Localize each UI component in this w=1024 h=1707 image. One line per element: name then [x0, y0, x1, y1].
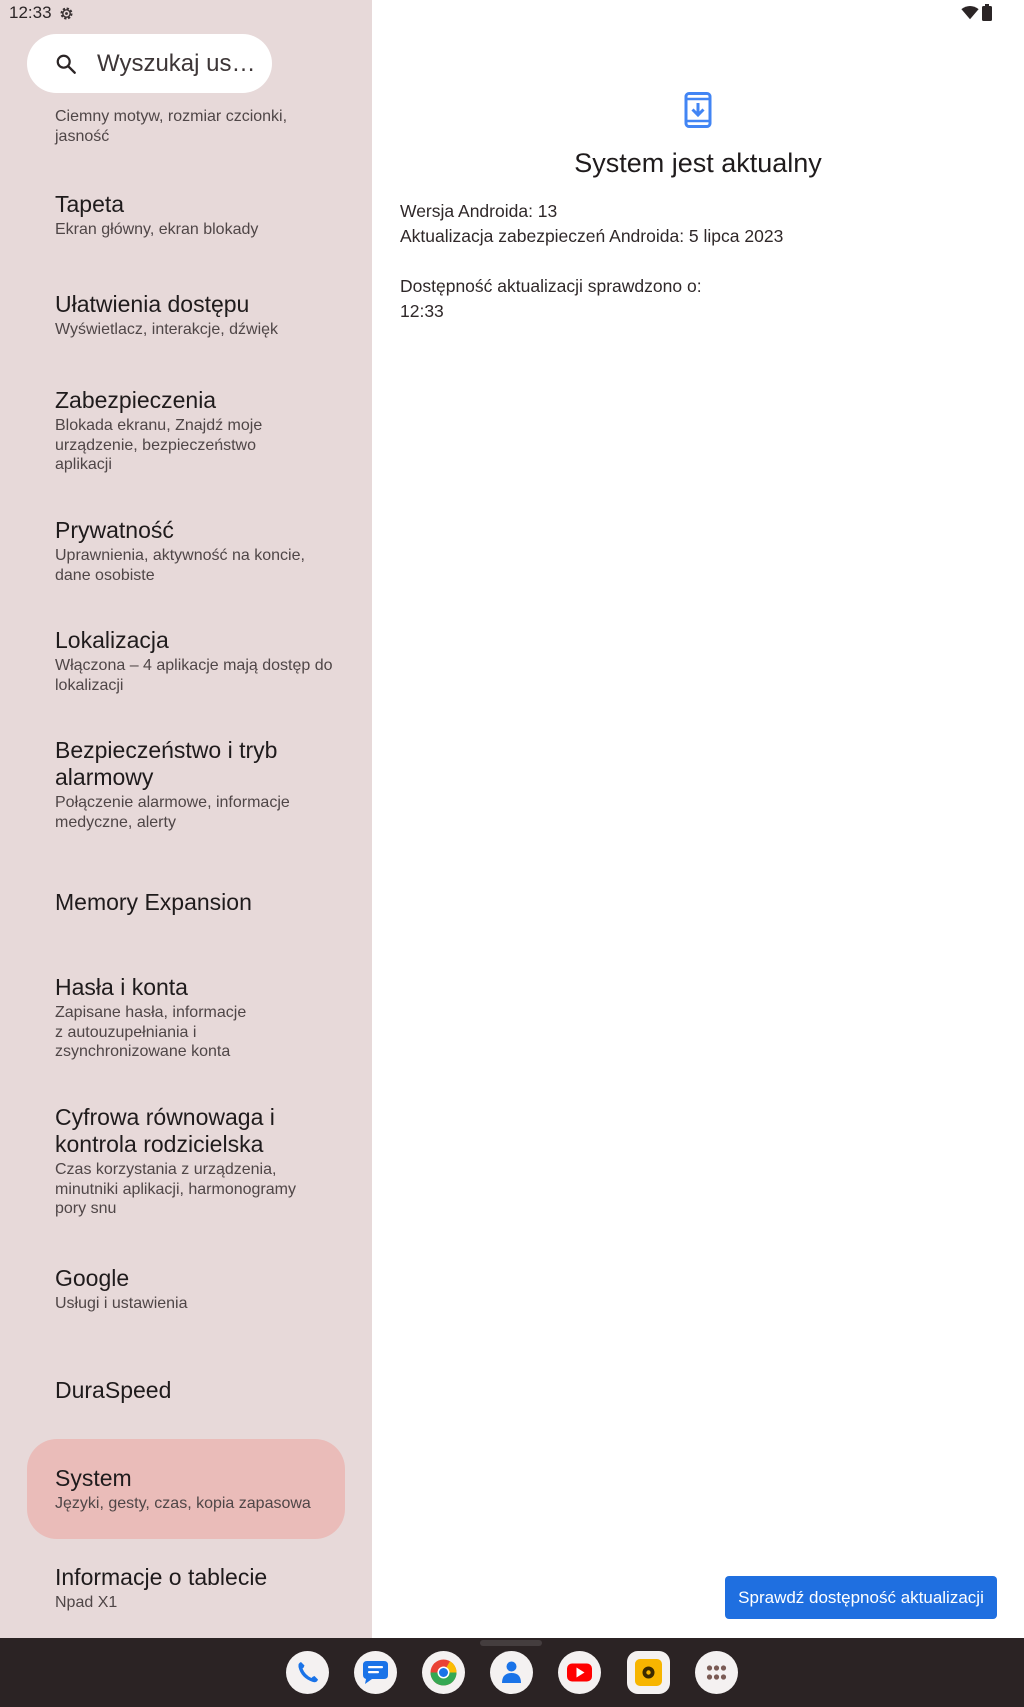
settings-item-title: Lokalizacja: [55, 627, 169, 653]
settings-item-location[interactable]: [55, 627, 355, 695]
settings-item-google[interactable]: [55, 1265, 355, 1314]
battery-icon: [982, 4, 992, 21]
settings-item-title: Memory Expansion: [55, 889, 252, 915]
settings-item-title: System: [55, 1465, 132, 1491]
settings-item-privacy[interactable]: [55, 517, 355, 585]
settings-item-about-tablet[interactable]: [55, 1564, 355, 1613]
app-drawer-icon[interactable]: [695, 1651, 738, 1694]
chrome-icon[interactable]: [422, 1651, 465, 1694]
settings-item-title: Informacje o tablecie: [55, 1564, 268, 1590]
settings-item-display[interactable]: [55, 107, 355, 146]
settings-item-title: DuraSpeed: [55, 1377, 172, 1403]
settings-item-subtitle: Ciemny motyw, rozmiar czcionki, jasność: [55, 108, 288, 145]
settings-item-title: Tapeta: [55, 191, 125, 217]
system-update-icon: [683, 92, 713, 128]
android-version-text: Wersja Androida: 13: [400, 201, 558, 221]
settings-item-digital-wellbeing[interactable]: [55, 1104, 355, 1219]
settings-item-subtitle: Włączona – 4 aplikacje mają dostęp do lokalizacji: [55, 657, 333, 694]
settings-item-subtitle: Czas korzystania z urządzenia, minutniki aplikacji, harmonogramy pory snu: [55, 1161, 296, 1217]
settings-item-subtitle: Blokada ekranu, Znajdź moje urządzenie, bezpieczeństwo aplikacji: [55, 417, 263, 473]
settings-item-subtitle: Połączenie alarmowe, informacje medyczne, alerty: [55, 794, 290, 831]
security-update-text: Aktualizacja zabezpieczeń Androida: 5 lipca 2023: [400, 226, 784, 246]
settings-item-system[interactable]: [55, 1465, 355, 1514]
contacts-icon[interactable]: [490, 1651, 533, 1694]
settings-list-panel[interactable]: [0, 0, 372, 1638]
settings-item-subtitle: Wyświetlacz, interakcje, dźwięk: [55, 321, 279, 338]
settings-item-title: Zabezpieczenia: [55, 387, 217, 413]
last-checked-label: Dostępność aktualizacji sprawdzono o:: [400, 276, 702, 296]
settings-item-subtitle: Ekran główny, ekran blokady: [55, 221, 259, 238]
settings-item-safety-emergency[interactable]: [55, 737, 355, 832]
settings-item-duraspeed[interactable]: [55, 1377, 355, 1404]
settings-item-title: Cyfrowa równowaga i kontrola rodzicielska: [55, 1104, 275, 1157]
youtube-icon[interactable]: [558, 1651, 601, 1694]
settings-gear-icon: [58, 5, 75, 22]
update-status-title: System jest aktualny: [574, 148, 822, 178]
phone-icon[interactable]: [286, 1651, 329, 1694]
navigation-handle[interactable]: [480, 1640, 542, 1646]
settings-item-memory-expansion[interactable]: [55, 889, 355, 916]
status-time: 12:33: [9, 3, 52, 22]
check-for-update-button[interactable]: Sprawdź dostępność aktualizacji: [725, 1576, 997, 1619]
status-bar: [0, 0, 1024, 28]
search-input[interactable]: Wyszukaj us…: [97, 50, 256, 77]
wifi-icon: [961, 5, 979, 20]
settings-item-passwords-accounts[interactable]: [55, 974, 355, 1062]
settings-item-subtitle: Uprawnienia, aktywność na koncie, dane osobiste: [55, 547, 305, 584]
search-bar[interactable]: [27, 34, 272, 93]
settings-item-title: Hasła i konta: [55, 974, 188, 1000]
search-icon: [55, 53, 77, 75]
gallery-icon[interactable]: [627, 1651, 670, 1694]
settings-item-title: Prywatność: [55, 517, 174, 543]
settings-item-title: Ułatwienia dostępu: [55, 291, 250, 317]
settings-item-wallpaper[interactable]: [55, 191, 355, 240]
settings-item-security[interactable]: [55, 387, 355, 475]
settings-item-subtitle: Npad X1: [55, 1594, 118, 1611]
messages-icon[interactable]: [354, 1651, 397, 1694]
last-checked-time: 12:33: [400, 301, 444, 321]
settings-item-title: Bezpieczeństwo i tryb alarmowy: [55, 737, 278, 790]
settings-item-subtitle: Języki, gesty, czas, kopia zapasowa: [55, 1495, 311, 1512]
settings-item-subtitle: Usługi i ustawienia: [55, 1295, 188, 1312]
settings-item-accessibility[interactable]: [55, 291, 355, 340]
settings-item-subtitle: Zapisane hasła, informacje z autouzupełniania i zsynchronizowane konta: [55, 1004, 247, 1060]
settings-item-title: Google: [55, 1265, 130, 1291]
